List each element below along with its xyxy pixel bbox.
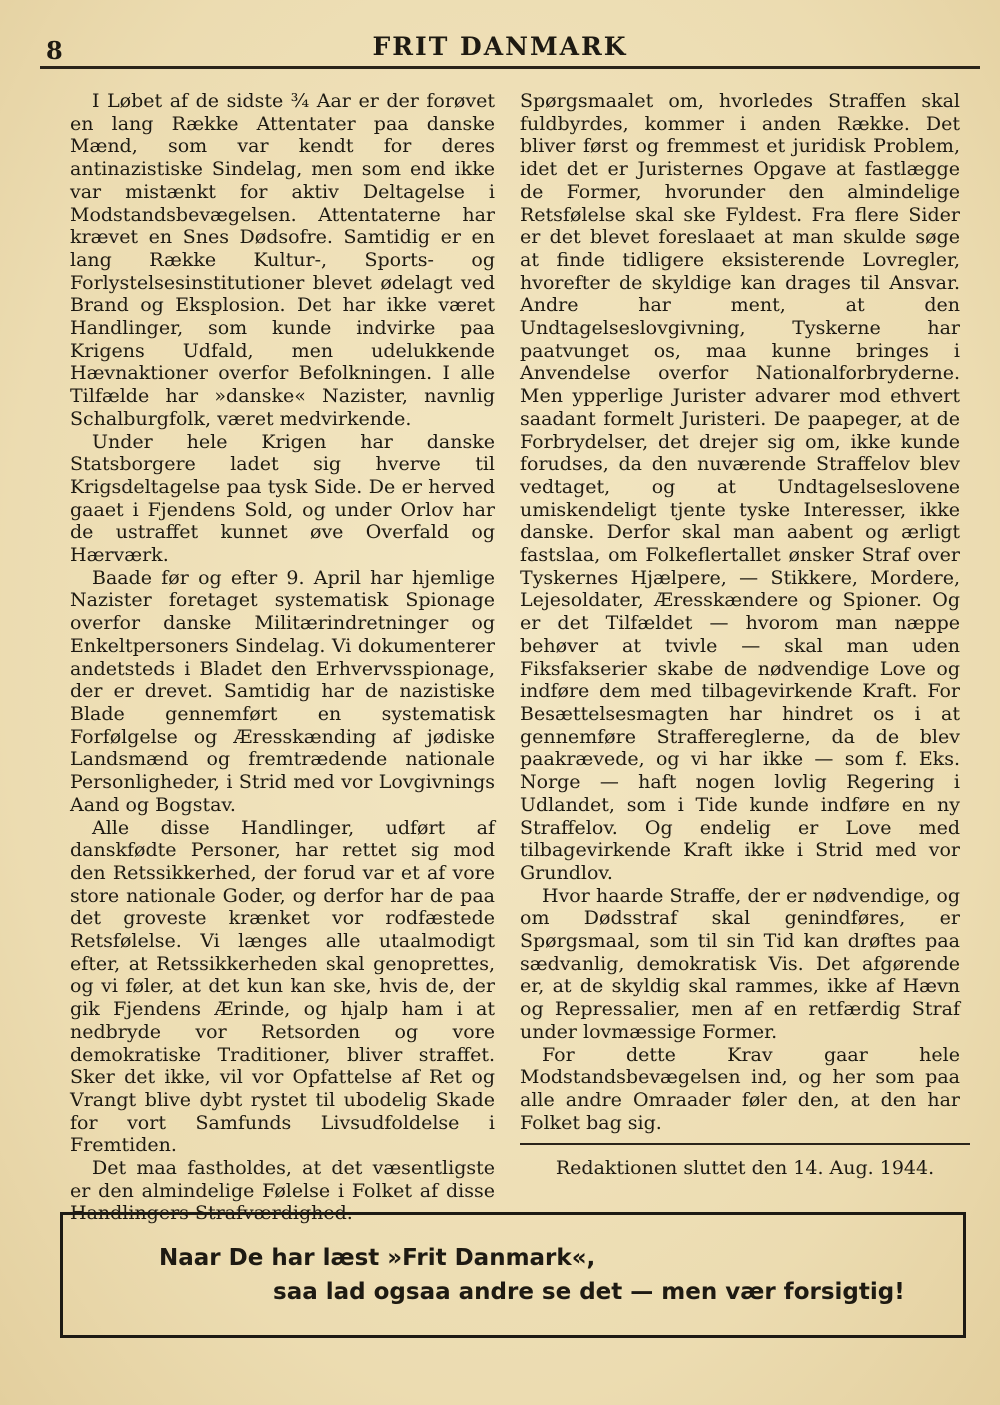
article-paragraph: I Løbet af de sidste ¾ Aar er der forøvet en lang Række Attentater paa danske Mænd, som var kendt for deres antinazistiske Sindelag, men som end ikke var mistænkt for aktiv Deltagelse i Modstandsbevægelsen. Attentaterne har krævet en Snes Dødsofre. Samtidig er en lang Række Kultur-, Sports- og Forlystelsesinstitutioner blevet ødelagt ved Brand og Eksplosion. Det har ikke været Handlinger, som kunde indvirke paa Krigens Udfald, men udelukkende Hævnaktioner overfor Befolkningen. I alle Tilfælde har »danske« Nazister, navnlig Schalburgfolk, været medvirkende. — [70, 90, 495, 430]
header-rule — [40, 66, 980, 69]
editorial-closing-note: Redaktionen sluttet den 14. Aug. 1944. — [555, 1157, 935, 1179]
masthead: FRIT DANMARK — [372, 32, 628, 61]
article-paragraph: Under hele Krigen har danske Statsborgere ladet sig hverve til Krigsdeltagelse paa tysk Side. De er herved gaaet i Fjendens Sold, og under Orlov har de ustraffet kunnet øve Overfald og Hærværk. — [70, 430, 495, 567]
right-column — [520, 90, 960, 1134]
article-paragraph: Det maa fastholdes, at det væsentligste er den almindelige Følelse i Folket af disse Handlingers Strafværdighed. — [70, 1157, 495, 1225]
notice-line-1: Naar De har læst »Frit Danmark«, — [159, 1245, 596, 1271]
closing-rule — [520, 1143, 970, 1145]
article-paragraph: Alle disse Handlinger, udført af danskfødte Personer, har rettet sig mod den Retssikkerhed, der forud var et af vore store nationale Goder, og derfor har de paa det groveste krænket vor rodfæstede Retsfølelse. Vi længes alle utaalmodigt efter, at Retssikkerheden skal genoprettes, og vi føler, at det kun kan ske, hvis de, der gik Fjendens Ærinde, og hjalp ham i at nedbryde vor Retsorden og vore demokratiske Traditioner, bliver straffet. Sker det ikke, vil vor Opfattelse af Ret og Vrangt blive dybt rystet til ubodelig Skade for vort Samfunds Livsudfoldelse i Fremtiden. — [70, 816, 495, 1157]
page-number: 8 — [46, 36, 63, 65]
notice-box — [60, 1212, 966, 1338]
page-header — [0, 0, 1000, 70]
article-paragraph: Baade før og efter 9. April har hjemlige Nazister foretaget systematisk Spionage overfor danske Militærindretninger og Enkeltpersoners Sindelag. Vi dokumenterer andetsteds i Bladet den Erhvervsspionage, der er drevet. Samtidig har de nazistiske Blade gennemført en systematisk Forfølgelse og Æresskænding af jødiske Landsmænd og fremtrædende nationale Personligheder, i Strid med vor Lovgivnings Aand og Bogstav. — [70, 566, 495, 816]
article-paragraph: Spørgsmaalet om, hvorledes Straffen skal fuldbyrdes, kommer i anden Række. Det bliver først og fremmest et juridisk Problem, idet det er Juristernes Opgave at fastlægge de Former, hvorunder den almindelige Retsfølelse skal ske Fyldest. Fra flere Sider er det blevet foreslaaet at man skulde søge at finde tidligere eksisterende Lovregler, hvorefter de skyldige kan drages til Ansvar. Andre har ment, at den Undtagelseslovgivning, Tyskerne har paatvunget os, maa kunne bringes i Anvendelse overfor Nationalforbryderne. Men ypperlige Jurister advarer mod ethvert saadant formelt Juristeri. De paapeger, at de Forbrydelser, det drejer sig om, ikke kunde forudses, da den nuværende Straffelov blev vedtaget, og at Undtagelseslovene umiskendeligt tjente tyske Interesser, ikke danske. Derfor skal man aabent og ærligt fastslaa, om Folkeflertallet ønsker Straf over Tyskernes Hjælpere, — Stikkere, Mordere, Lejesoldater, Æresskændere og Spioner. Og er det Tilfældet — hvorom man næppe behøver at tvivle — skal man uden Fiksfakserier skabe de nødvendige Love og indføre dem med tilbagevirkende Kraft. For Besættelsesmagten har hindret os i at gennemføre Straffereglerne, da de blev paakrævede, og vi har ikke — som f. Eks. Norge — haft nogen lovlig Regering i Udlandet, som i Tide kunde indføre en ny Straffelov. Og endelig er Love med tilbagevirkende Kraft ikke i Strid med vor Grundlov. — [520, 90, 960, 884]
notice-line-2: saa lad ogsaa andre se det — men vær forsigtig! — [273, 1279, 905, 1305]
left-column — [70, 90, 495, 1225]
article-paragraph: For dette Krav gaar hele Modstandsbevægelsen ind, og her som paa alle andre Omraader føler den, at den har Folket bag sig. — [520, 1043, 960, 1134]
article-paragraph: Hvor haarde Straffe, der er nødvendige, og om Dødsstraf skal genindføres, er Spørgsmaal, som til sin Tid kan drøftes paa sædvanlig, demokratisk Vis. Det afgørende er, at de skyldig skal rammes, ikke af Hævn og Repressalier, men af en retfærdig Straf under lovmæssige Former. — [520, 884, 960, 1043]
